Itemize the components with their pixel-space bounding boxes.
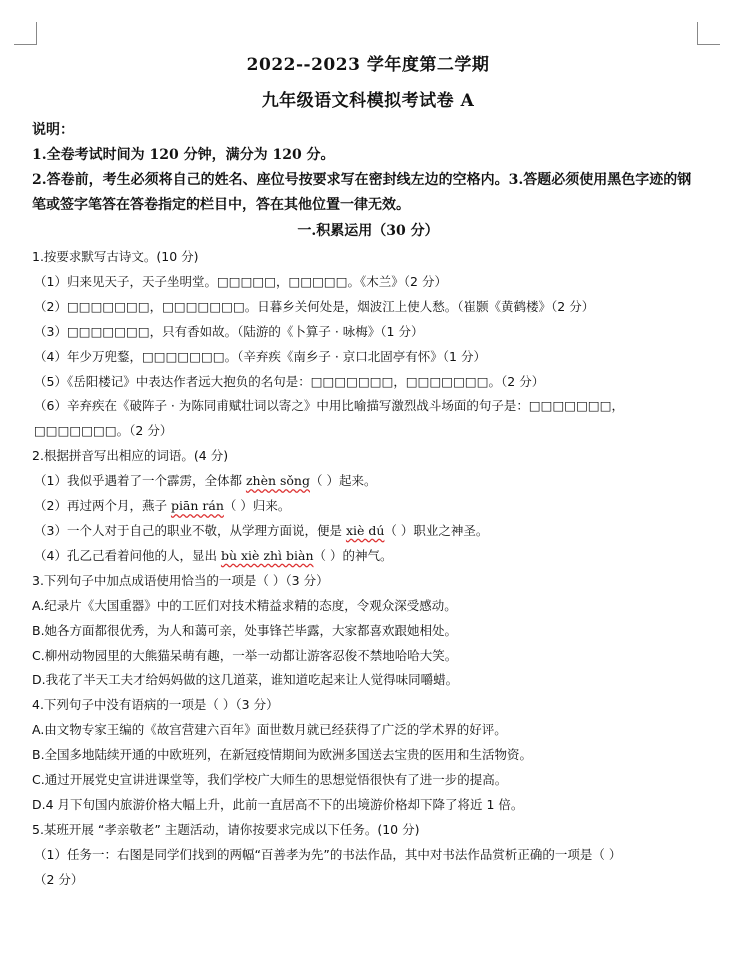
question-2-item [32,469,704,494]
instruction-1: 1.全卷考试时间为 120 分钟，满分为 120 分。 [32,147,335,163]
question-2-stem: 2.根据拼音写出相应的词语。(4 分) [32,448,229,464]
question-2-item [32,544,704,569]
question-1-item: （5）《岳阳楼记》中表达作者远大抱负的名句是：□□□□□□□，□□□□□□□。（2 分） [34,373,545,389]
question-3-option-d: D.我花了半天工夫才给妈妈做的这几道菜，谁知道吃起来让人觉得味同嚼蜡。 [32,672,459,688]
question-3-option-a: A.纪录片《大国重器》中的工匠们对技术精益求精的态度，令观众深受感动。 [32,597,457,613]
item-text: （2）再过两个月，燕子 [34,498,171,514]
crop-mark-top-right [697,22,720,45]
question-4-option-b: B.全国多地陆续开通的中欧班列，在新冠疫情期间为欧洲多国送去宝贵的医用和生活物资。 [32,747,533,763]
question-1-item: □□□□□□□。（2 分） [34,423,173,439]
exam-page [32,52,704,893]
question-4-stem: 4.下列句子中没有语病的一项是（ ）（3 分） [32,697,279,713]
question-4-option-d: D.4 月下旬国内旅游价格大幅上升，此前一直居高不下的出境游价格却下降了将近 1 倍。 [32,796,524,812]
answer-blank: （ ）的神气。 [313,547,393,563]
crop-mark-top-left [14,22,37,45]
item-text: （1）我似乎遇着了一个霹雳，全体都 [34,473,246,489]
question-4-option-c: C.通过开展党史宣讲进课堂等，我们学校广大师生的思想觉悟很快有了进一步的提高。 [32,772,508,788]
instruction-2: 2.答卷前，考生必须将自己的姓名、座位号按要求写在密封线左边的空格内。3.答题必须使用黑色字迹的钢笔或签字笔答在答卷指定的栏目中，答在其他位置一律无效。 [32,172,692,213]
pinyin-prompt: bù xiè zhì biàn [220,547,314,563]
question-5-item: （2 分） [34,871,84,887]
question-2-item [32,494,704,519]
answer-blank: （ ）起来。 [310,473,377,489]
instructions-heading: 说明： [32,122,74,138]
question-4-option-a: A.由文物专家王编的《故宫营建六百年》面世数月就已经获得了广泛的学术界的好评。 [32,722,507,738]
pinyin-prompt: xiè dú [345,522,385,538]
question-1-stem: 1.按要求默写古诗文。(10 分) [32,249,199,264]
exam-paper-title: 九年级语文科模拟考试卷 A [261,91,475,111]
section-title: 一.积累运用（30 分） [297,223,439,239]
item-text: （4）孔乙己看着问他的人，显出 [34,547,221,563]
question-1-item: （6）辛弃疾在《破阵子 · 为陈同甫赋壮词以寄之》中用比喻描写激烈战斗场面的句子是：□□□□□□□， [34,398,625,414]
question-3-option-c: C.柳州动物园里的大熊猫呆萌有趣，一举一动都让游客忍俊不禁地哈哈大笑。 [32,647,458,663]
question-1-item: （1）归来见天子，天子坐明堂。□□□□□，□□□□□。《木兰》（2 分） [34,273,447,289]
question-3-option-b: B.她各方面都很优秀，为人和蔼可亲，处事锋芒毕露，大家都喜欢跟她相处。 [32,622,458,638]
pinyin-prompt: piān rán [170,498,224,514]
answer-blank: （ ）职业之神圣。 [384,522,489,538]
pinyin-prompt: zhèn sǒng [245,473,310,489]
question-2-item [32,519,704,544]
question-5-stem: 5.某班开展 “孝亲敬老” 主题活动，请你按要求完成以下任务。(10 分) [32,821,420,837]
question-1-item: （2）□□□□□□□，□□□□□□□。日暮乡关何处是，烟波江上使人愁。（崔颢《黄鹤楼》（2 分） [34,298,595,314]
question-5-item: （1）任务一：右图是同学们找到的两幅“百善孝为先”的书法作品，其中对书法作品赏析正确的一项是（ ） [34,846,622,862]
question-1-item: （4）年少万兜鍪，□□□□□□□。（辛弃疾《南乡子 · 京口北固亭有怀》（1 分） [34,348,486,364]
answer-blank: （ ）归来。 [223,498,291,514]
question-1-item: （3）□□□□□□□，只有香如故。（陆游的《卜算子 · 咏梅》（1 分） [34,323,424,339]
exam-term-title: 2022--2023 学年度第二学期 [246,55,490,75]
question-3-stem: 3.下列句子中加点成语使用恰当的一项是（ ）（3 分） [32,572,329,588]
item-text: （3）一个人对于自己的职业不敬，从学理方面说，便是 [34,522,346,538]
